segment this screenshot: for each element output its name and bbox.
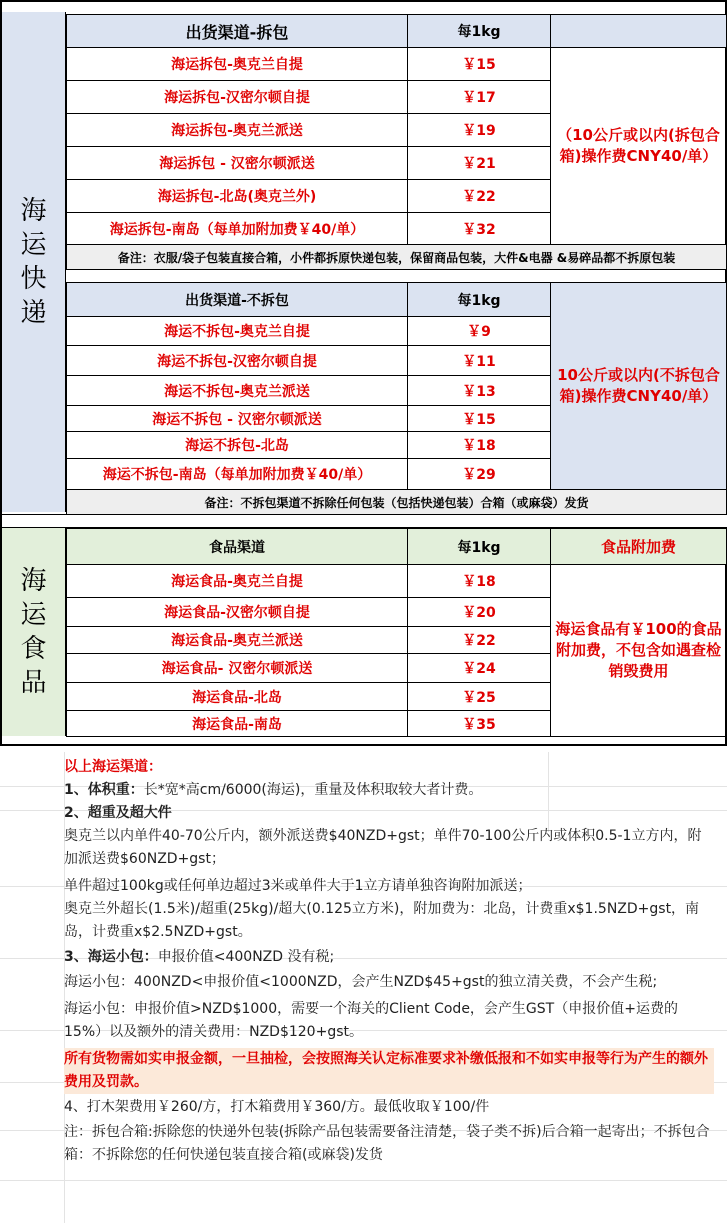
table-row-price bbox=[407, 316, 551, 346]
table-row bbox=[66, 47, 408, 81]
oversize-note-3: 奥克兰外超长(1.5米)/超重(25kg)/超大(0.125立方米)，附加费为：北岛，计费重x$1.5NZD+gst，南岛，计费重x$2.5NZD+gst。 bbox=[64, 901, 700, 940]
table-row bbox=[66, 212, 408, 245]
table-row-price bbox=[407, 710, 551, 737]
small-parcel-note-2: 海运小包：申报价值>NZD$1000，需要一个海关的Client Code，会产生GST（申报价值+运费的15%）以及额外的清关费用：NZD$120+gst。 bbox=[64, 1001, 678, 1040]
table-row-price bbox=[407, 113, 551, 147]
channel-price: ￥21 bbox=[462, 156, 496, 172]
sea-express-label-text: 海运快递 bbox=[20, 196, 47, 328]
table-row-price bbox=[407, 564, 551, 598]
table-row-price bbox=[407, 212, 551, 245]
table-row-price bbox=[407, 626, 551, 654]
table-row bbox=[66, 316, 408, 346]
channel-name: 海运食品-南岛 bbox=[192, 716, 282, 733]
channel-name: 海运食品- 汉密尔顿派送 bbox=[161, 661, 313, 677]
table-row-price bbox=[407, 146, 551, 180]
food-fee-note-text: 海运食品有￥100的食品附加费，不包含如遇查检销毁费用 bbox=[555, 620, 722, 680]
channel-name: 海运食品-奥克兰自提 bbox=[171, 574, 303, 590]
channel-name: 海运不拆包-北岛 bbox=[185, 438, 289, 454]
sea-express-section-label bbox=[2, 12, 66, 512]
channel-name: 海运拆包-南岛（每单加附加费￥40/单） bbox=[109, 221, 365, 238]
channel-price: ￥20 bbox=[462, 605, 496, 621]
table-row bbox=[66, 179, 408, 213]
table-row bbox=[66, 682, 408, 711]
channel-price: ￥35 bbox=[462, 716, 496, 733]
table1-fee-note bbox=[550, 47, 727, 245]
channel-name: 海运食品-汉密尔顿自提 bbox=[164, 605, 310, 621]
channel-price: ￥22 bbox=[462, 189, 496, 205]
channel-price: ￥32 bbox=[462, 221, 496, 238]
channel-price: ￥9 bbox=[467, 324, 491, 340]
table2-remark-text: 备注：不拆包渠道不拆除任何包装（包括快递包装）合箱（或麻袋）发货 bbox=[204, 495, 589, 510]
channel-price: ￥15 bbox=[462, 411, 496, 428]
table-row bbox=[66, 345, 408, 376]
channel-name: 海运拆包-北岛(奥克兰外) bbox=[157, 189, 317, 205]
channel-name: 海运食品-北岛 bbox=[192, 689, 282, 706]
channel-price: ￥25 bbox=[462, 689, 496, 706]
table-row bbox=[66, 431, 408, 459]
volume-weight-line bbox=[64, 779, 714, 802]
channel-price: ￥19 bbox=[462, 123, 496, 139]
notes-title bbox=[64, 756, 714, 779]
oversize-note-1: 奥克兰以内单件40-70公斤内，额外派送费$40NZD+gst；单件70-100公斤内或体积0.5-1立方内，附加派送费$60NZD+gst； bbox=[64, 828, 702, 867]
shipping-notes bbox=[64, 756, 714, 1167]
crate-fee-note: 4、打木架费用￥260/方，打木箱费用￥360/方。最低收取￥100/件 bbox=[64, 1099, 490, 1115]
section-separator bbox=[2, 514, 727, 528]
sea-food-label-text: 海运食品 bbox=[20, 566, 47, 698]
channel-name: 海运拆包-奥克兰派送 bbox=[171, 123, 303, 139]
table-row-price bbox=[407, 47, 551, 81]
channel-name: 海运不拆包 - 汉密尔顿派送 bbox=[152, 411, 322, 428]
channel-price: ￥24 bbox=[462, 661, 496, 677]
food-header-fee bbox=[550, 528, 727, 565]
table1-header-blank bbox=[550, 14, 727, 48]
table-row bbox=[66, 113, 408, 147]
table1-header-channel bbox=[66, 14, 408, 48]
channel-name: 海运不拆包-汉密尔顿自提 bbox=[157, 353, 317, 370]
table-row bbox=[66, 710, 408, 737]
volume-weight-text: 长*宽*高cm/6000(海运)，重量及体积取较大者计费。 bbox=[143, 782, 483, 798]
table1-fee-note-text: （10公斤或以内(拆包合箱)操作费CNY40/单） bbox=[557, 126, 720, 165]
channel-price: ￥13 bbox=[462, 383, 496, 400]
oversize-title: 2、超重及超大件 bbox=[64, 805, 172, 821]
channel-name: 海运拆包-奥克兰自提 bbox=[171, 57, 303, 73]
table2-header-channel-text: 出货渠道-不拆包 bbox=[185, 292, 289, 309]
table-row bbox=[66, 375, 408, 406]
table-row-price bbox=[407, 653, 551, 683]
table-row-price bbox=[407, 597, 551, 627]
small-parcel-note-1: 海运小包：400NZD<申报价值<1000NZD，会产生NZD$45+gst的独立清关费，不会产生税; bbox=[64, 974, 658, 990]
volume-weight-label: 1、体积重： bbox=[64, 782, 144, 798]
channel-name: 海运拆包-汉密尔顿自提 bbox=[164, 90, 310, 106]
table2-header-price-text: 每1kg bbox=[457, 292, 501, 309]
channel-name: 海运拆包 - 汉密尔顿派送 bbox=[159, 156, 315, 172]
channel-name: 海运不拆包-奥克兰自提 bbox=[164, 324, 310, 340]
channel-price: ￥15 bbox=[462, 57, 496, 73]
table2-fee-note-text: 10公斤或以内(不拆包合箱)操作费CNY40/单） bbox=[557, 366, 720, 405]
table2-remark bbox=[66, 489, 727, 515]
table-row bbox=[66, 146, 408, 180]
table-row-price bbox=[407, 375, 551, 406]
table-row-price bbox=[407, 682, 551, 711]
table-row-price bbox=[407, 458, 551, 490]
small-parcel-label: 3、海运小包： bbox=[64, 949, 158, 965]
channel-price: ￥22 bbox=[462, 633, 496, 649]
table1-header-price bbox=[407, 14, 551, 48]
food-fee-note bbox=[550, 564, 727, 737]
channel-name: 海运不拆包-奥克兰派送 bbox=[164, 383, 310, 400]
channel-name: 海运不拆包-南岛（每单加附加费￥40/单） bbox=[102, 467, 372, 483]
table-row bbox=[66, 597, 408, 627]
table2-fee-note bbox=[550, 282, 727, 490]
sea-food-section-label bbox=[2, 528, 66, 736]
table-row bbox=[66, 653, 408, 683]
table-row bbox=[66, 626, 408, 654]
food-header-channel bbox=[66, 528, 408, 565]
channel-price: ￥18 bbox=[462, 438, 496, 454]
table2-header-channel bbox=[66, 282, 408, 317]
table-row-price bbox=[407, 431, 551, 459]
small-parcel-line bbox=[64, 946, 714, 969]
oversize-note-2: 单件超过100kg或任何单边超过3米或单件大于1立方请单独咨询附加派送； bbox=[64, 878, 532, 894]
table-row-price bbox=[407, 80, 551, 114]
table1-header-channel-text: 出货渠道-拆包 bbox=[185, 22, 289, 42]
food-header-fee-text: 食品附加费 bbox=[600, 538, 676, 556]
small-parcel-text: 申报价值<400NZD 没有税; bbox=[157, 949, 335, 965]
channel-name: 海运食品-奥克兰派送 bbox=[171, 633, 303, 649]
table-row bbox=[66, 405, 408, 432]
channel-price: ￥18 bbox=[462, 574, 496, 590]
table-row-price bbox=[407, 345, 551, 376]
table-row-price bbox=[407, 179, 551, 213]
table1-remark bbox=[66, 244, 727, 270]
table-row bbox=[66, 564, 408, 598]
declaration-warning: 所有货物需如实申报金额，一旦抽检，会按照海关认定标准要求补缴低报和不如实申报等行为产生的额外费用及罚款。 bbox=[64, 1048, 714, 1094]
packing-remark: 注：拆包合箱:拆除您的快递外包装(拆除产品包装需要备注清楚，袋子类不拆)后合箱一起寄出；不拆包合箱：不拆除您的任何快递包装直接合箱(或麻袋)发货 bbox=[64, 1124, 710, 1163]
table-row-price bbox=[407, 405, 551, 432]
food-header-price bbox=[407, 528, 551, 565]
channel-price: ￥29 bbox=[462, 467, 496, 483]
channel-price: ￥11 bbox=[462, 353, 496, 370]
table1-remark-text: 备注：衣服/袋子包装直接合箱，小件都拆原快递包装，保留商品包装，大件&电器 &易碎品都不拆原包装 bbox=[117, 250, 676, 265]
table-row bbox=[66, 458, 408, 490]
food-header-price-text: 每1kg bbox=[457, 539, 501, 556]
table-row bbox=[66, 80, 408, 114]
channel-price: ￥17 bbox=[462, 90, 496, 106]
table2-header-price bbox=[407, 282, 551, 317]
table1-header-price-text: 每1kg bbox=[457, 24, 501, 40]
notes-title-text: 以上海运渠道： bbox=[64, 759, 162, 775]
food-header-channel-text: 食品渠道 bbox=[209, 539, 265, 556]
